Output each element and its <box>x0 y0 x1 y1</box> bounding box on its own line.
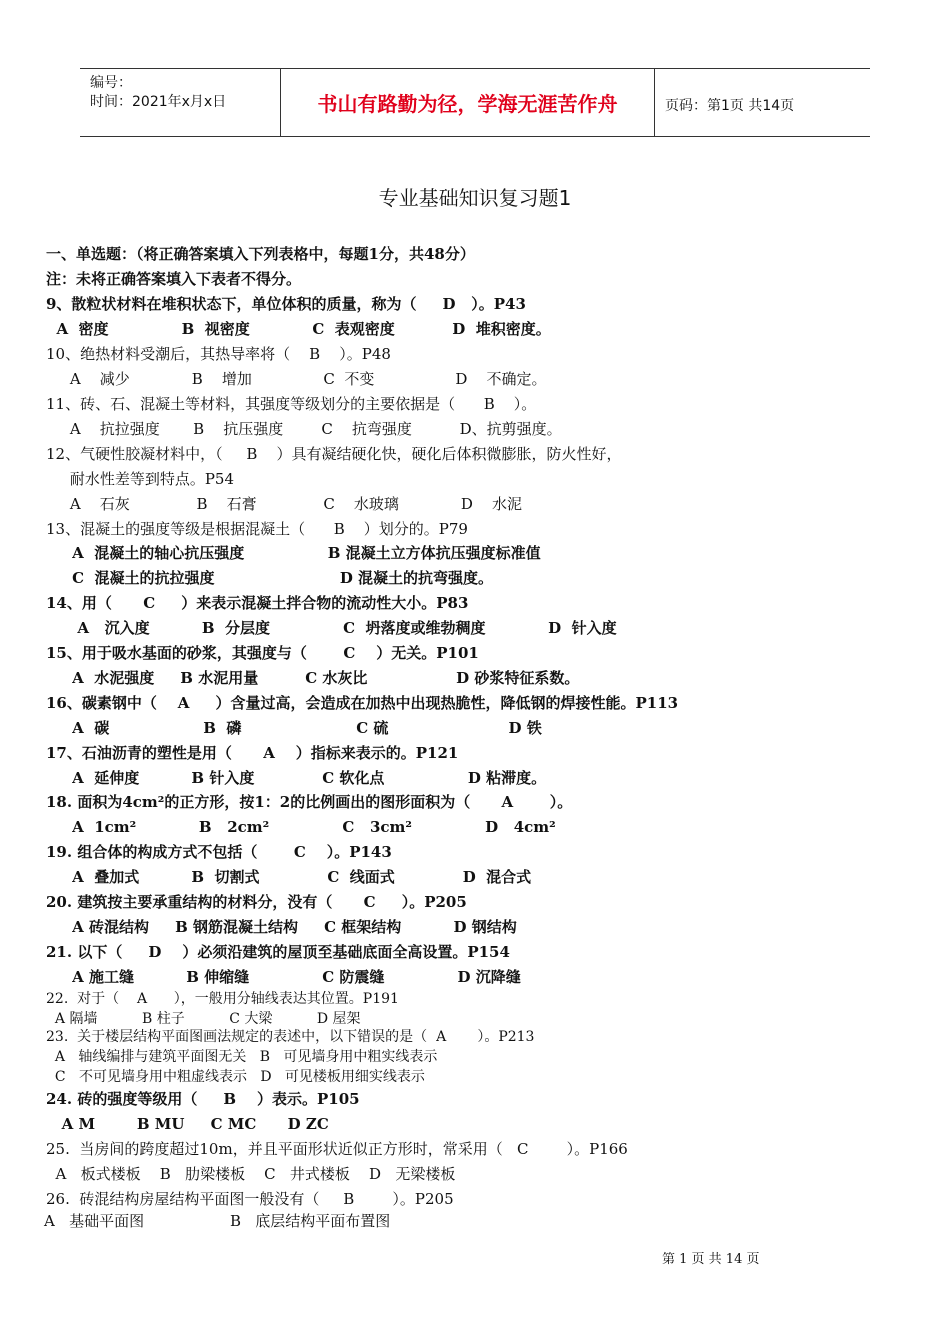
doc-id-label: 编号： <box>90 75 132 91</box>
question-line: A 延伸度 B 针入度 C 软化点 D 粘滞度。 <box>46 769 547 787</box>
question-line: A 板式楼板 B 肋梁楼板 C 井式楼板 D 无梁楼板 <box>46 1165 456 1183</box>
question-line: 一、单选题：（将正确答案填入下列表格中，每题1分，共48分） <box>46 245 475 263</box>
question-line: 23. 关于楼层结构平面图画法规定的表述中，以下错误的是（ A ）。P213 <box>46 1029 535 1045</box>
header-motto: 书山有路勤为径，学海无涯苦作舟 <box>281 69 655 136</box>
question-line: C 不可见墙身用中粗虚线表示 D 可见楼板用细实线表示 <box>46 1069 425 1085</box>
question-line: 14、用（ C ）来表示混凝土拌合物的流动性大小。P83 <box>46 594 469 612</box>
question-line: A 基础平面图 B 底层结构平面布置图 <box>44 1212 391 1230</box>
question-line: A 轴线编排与建筑平面图无关 B 可见墙身用中粗实线表示 <box>46 1049 438 1065</box>
question-line: 13、混凝土的强度等级是根据混凝土（ B ）划分的。P79 <box>46 520 468 538</box>
question-line: A 叠加式 B 切割式 C 线面式 D 混合式 <box>46 868 532 886</box>
question-line: A 混凝土的轴心抗压强度 B 混凝土立方体抗压强度标准值 <box>46 544 541 562</box>
question-line: 18. 面积为4cm²的正方形，按1：2的比例画出的图形面积为（ A ）。 <box>46 793 573 811</box>
question-line: 26. 砖混结构房屋结构平面图一般没有（ B ）。P205 <box>46 1190 454 1208</box>
page-header <box>80 68 870 137</box>
document-title: 专业基础知识复习题1 <box>378 186 572 210</box>
question-line: 24. 砖的强度等级用（ B ）表示。P105 <box>46 1090 360 1108</box>
header-page-info: 页码：第1页 共14页 <box>665 98 795 114</box>
question-line: 11、砖、石、混凝土等材料，其强度等级划分的主要依据是（ B ）。 <box>46 395 537 413</box>
question-line: A 减少 B 增加 C 不变 D 不确定。 <box>46 370 547 388</box>
question-line: 17、石油沥青的塑性是用（ A ）指标来表示的。P121 <box>46 744 459 762</box>
question-line: 25. 当房间的跨度超过10m，并且平面形状近似正方形时，常采用（ C ）。P166 <box>46 1140 628 1158</box>
question-line: 20. 建筑按主要承重结构的材料分，没有（ C ）。P205 <box>46 893 467 911</box>
question-line: 19. 组合体的构成方式不包括（ C ）。P143 <box>46 843 392 861</box>
question-line: 注：未将正确答案填入下表者不得分。 <box>46 270 302 288</box>
question-line: 耐水性差等到特点。P54 <box>46 470 235 488</box>
question-line: 21. 以下（ D ）必须沿建筑的屋顶至基础底面全高设置。P154 <box>46 943 510 961</box>
question-line: A 沉入度 B 分层度 C 坍落度或维勃稠度 D 针入度 <box>46 619 617 637</box>
question-line: A 隔墙 B 柱子 C 大梁 D 屋架 <box>46 1011 361 1027</box>
question-line: 10、绝热材料受潮后，其热导率将（ B ）。P48 <box>46 345 391 363</box>
question-line: A 石灰 B 石膏 C 水玻璃 D 水泥 <box>46 495 522 513</box>
question-line: 16、碳素钢中（ A ）含量过高，会造成在加热中出现热脆性，降低钢的焊接性能。P113 <box>46 694 679 712</box>
question-line: A 碳 B 磷 C 硫 D 铁 <box>46 719 542 737</box>
question-line: 9、散粒状材料在堆积状态下，单位体积的质量，称为（ D ）。P43 <box>46 295 526 313</box>
question-line: A 1cm² B 2cm² C 3cm² D 4cm² <box>46 818 556 836</box>
question-line: 22. 对于（ A ），一般用分轴线表达其位置。P191 <box>46 991 399 1007</box>
page-footer: 第 1 页 共 14 页 <box>662 1252 760 1267</box>
header-info-cell <box>80 69 281 136</box>
question-line: A M B MU C MC D ZC <box>46 1115 329 1133</box>
doc-time-label: 时间：2021年x月x日 <box>90 94 227 110</box>
question-line: A 砖混结构 B 钢筋混凝土结构 C 框架结构 D 钢结构 <box>46 918 517 936</box>
question-line: A 密度 B 视密度 C 表观密度 D 堆积密度。 <box>46 320 551 338</box>
question-line: A 抗拉强度 B 抗压强度 C 抗弯强度 D、抗剪强度。 <box>46 420 562 438</box>
question-line: 12、气硬性胶凝材料中，（ B ）具有凝结硬化快，硬化后体积微膨胀，防火性好， <box>46 445 622 463</box>
question-line: C 混凝土的抗拉强度 D 混凝土的抗弯强度。 <box>46 569 494 587</box>
question-line: A 水泥强度 B 水泥用量 C 水灰比 D 砂浆特征系数。 <box>46 669 580 687</box>
question-line: 15、用于吸水基面的砂浆，其强度与（ C ）无关。P101 <box>46 644 479 662</box>
question-line: A 施工缝 B 伸缩缝 C 防震缝 D 沉降缝 <box>46 968 521 986</box>
